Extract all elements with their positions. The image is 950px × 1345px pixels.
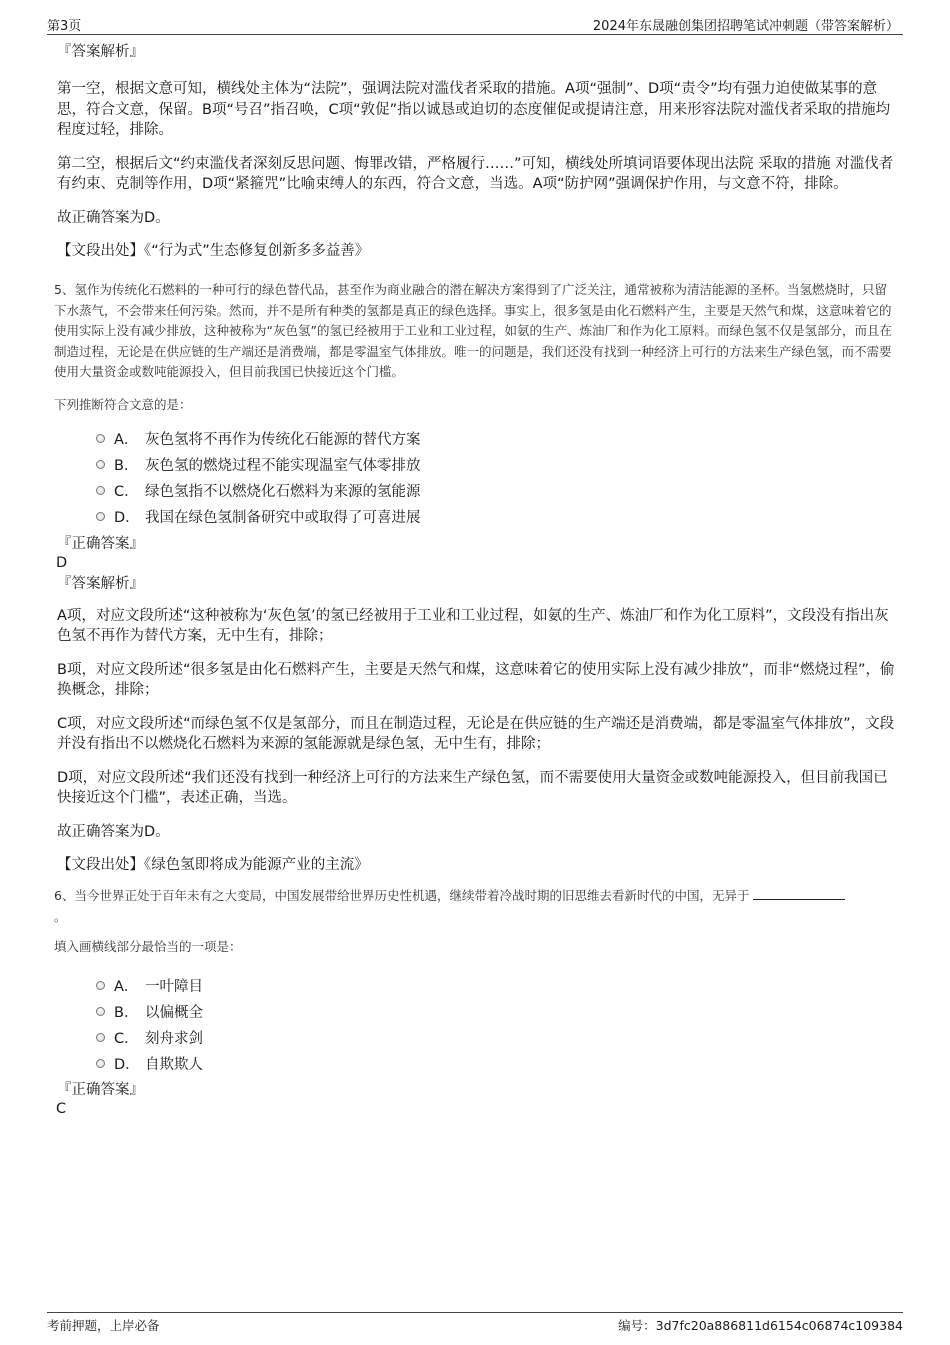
footer-slogan: 考前押题，上岸必备 xyxy=(47,1318,160,1333)
analysis-paragraph: 第二空，根据后文“约束滥伐者深刻反思问题、悔罪改错，严格履行……”可知，横线处所填词语要体现出法院 采取的措施 对滥伐者有约束、克制等作用，D项“紧箍咒”比喻束缚人的东西，符合文意，当选。A项“防护网”强调保护作用，与文意不符，排除。 xyxy=(57,155,894,192)
page-header xyxy=(47,14,903,35)
page-number: 第3页 xyxy=(47,19,82,34)
correct-answer-label: 『正确答案』 xyxy=(57,535,144,552)
analysis-conclusion: 故正确答案为D。 xyxy=(57,209,170,226)
analysis-label: 『答案解析』 xyxy=(57,575,144,592)
question-6-prompt: 填入画横线部分最恰当的一项是： xyxy=(54,939,242,954)
option-d[interactable]: D． 我国在绿色氢制备研究中或取得了可喜进展 xyxy=(96,504,897,530)
radio-button-icon[interactable] xyxy=(96,460,105,469)
radio-button-icon[interactable] xyxy=(96,1033,105,1042)
radio-button-icon[interactable] xyxy=(96,1059,105,1068)
source-citation: 【文段出处】《“行为式”生态修复创新多多益善》 xyxy=(57,243,370,259)
answer-blank xyxy=(753,887,845,900)
correct-answer: D xyxy=(56,554,68,571)
question-6-text: 6、当今世界正处于百年未有之大变局，中国发展带给世界历史性机遇，继续带着冷战时期的旧思维去看新时代的中国，无异于 。 xyxy=(54,886,897,927)
option-b[interactable]: B． 灰色氢的燃烧过程不能实现温室气体零排放 xyxy=(96,452,897,478)
radio-button-icon[interactable] xyxy=(96,512,105,521)
analysis-paragraph: 第一空，根据文意可知，横线处主体为“法院”，强调法院对滥伐者采取的措施。A项“强制”、D项“责令”均有强力迫使做某事的意思，符合文意，保留。B项“号召”指召唤，C项“敦促”指以诚恳或迫切的态度催促或提请注意，用来形容法院对滥伐者采取的措施均程度过轻，排除。 xyxy=(57,81,891,138)
option-c[interactable]: C． 绿色氢指不以燃烧化石燃料为来源的氢能源 xyxy=(96,478,897,504)
option-a[interactable]: A． 一叶障目 xyxy=(96,972,897,998)
analysis-paragraph: C项，对应文段所述“而绿色氢不仅是氢部分，而且在制造过程，无论是在供应链的生产端还是消费端，都是零温室气体排放”，文段并没有指出不以燃烧化石燃料为来源的氢能源就是绿色氢，无中生有，排除； xyxy=(57,715,895,752)
option-b[interactable]: B． 以偏概全 xyxy=(96,998,897,1024)
page-footer xyxy=(47,1312,903,1335)
radio-button-icon[interactable] xyxy=(96,1007,105,1016)
analysis-paragraph: B项，对应文段所述“很多氢是由化石燃料产生，主要是天然气和煤，这意味着它的使用实际上没有减少排放”，而非“燃烧过程”，偷换概念，排除； xyxy=(57,661,895,698)
correct-answer: C xyxy=(56,1101,67,1117)
radio-button-icon[interactable] xyxy=(96,434,105,443)
correct-answer-label: 『正确答案』 xyxy=(57,1082,144,1098)
option-d[interactable]: D． 自欺欺人 xyxy=(96,1050,897,1076)
analysis-conclusion: 故正确答案为D。 xyxy=(57,823,170,840)
document-code: 编号：3d7fc20a886811d6154c06874c109384 xyxy=(618,1318,903,1333)
question-5-text: 5、氢作为传统化石燃料的一种可行的绿色替代品，甚至作为商业融合的潜在解决方案得到了广泛关注，通常被称为清洁能源的圣杯。当氢燃烧时，只留下水蒸气，不会带来任何污染。然而，并不是所有种类的氢都是真正的绿色选择。事实上，很多氢是由化石燃料产生，主要是天然气和煤，这意味着它的使用实际上没有减少排放，这种被称为“灰色氢”的氢已经被用于工业和工业过程，如氨的生产、炼油厂和作为化工原料。而绿色氢不仅是氢部分，而且在制造过程，无论是在供应链的生产端还是消费端，都是零温室气体排放。唯一的问题是，我们还没有找到一种经济上可行的方法来生产绿色氢，而不需要使用大量资金或数吨能源投入，但目前我国已快接近这个门槛。 xyxy=(54,282,892,379)
analysis-label: 『答案解析』 xyxy=(57,44,144,60)
page-content xyxy=(54,42,897,1118)
radio-button-icon[interactable] xyxy=(96,486,105,495)
document-title: 2024年东晟融创集团招聘笔试冲刺题（带答案解析） xyxy=(592,19,899,34)
analysis-paragraph: A项，对应文段所述“这种被称为‘灰色氢’的氢已经被用于工业和工业过程，如氨的生产、炼油厂和作为化工原料”，文段没有指出灰色氢不再作为替代方案，无中生有，排除； xyxy=(57,607,889,644)
analysis-paragraph: D项，对应文段所述“我们还没有找到一种经济上可行的方法来生产绿色氢，而不需要使用大量资金或数吨能源投入，但目前我国已快接近这个门槛”，表述正确，当选。 xyxy=(57,769,888,806)
option-c[interactable]: C． 刻舟求剑 xyxy=(96,1024,897,1050)
option-a[interactable]: A． 灰色氢将不再作为传统化石能源的替代方案 xyxy=(96,426,897,452)
question-6-options xyxy=(96,972,897,1076)
question-5-options xyxy=(96,426,897,530)
radio-button-icon[interactable] xyxy=(96,981,105,990)
source-citation: 【文段出处】《绿色氢即将成为能源产业的主流》 xyxy=(57,857,369,873)
question-5-prompt: 下列推断符合文意的是： xyxy=(54,396,192,412)
